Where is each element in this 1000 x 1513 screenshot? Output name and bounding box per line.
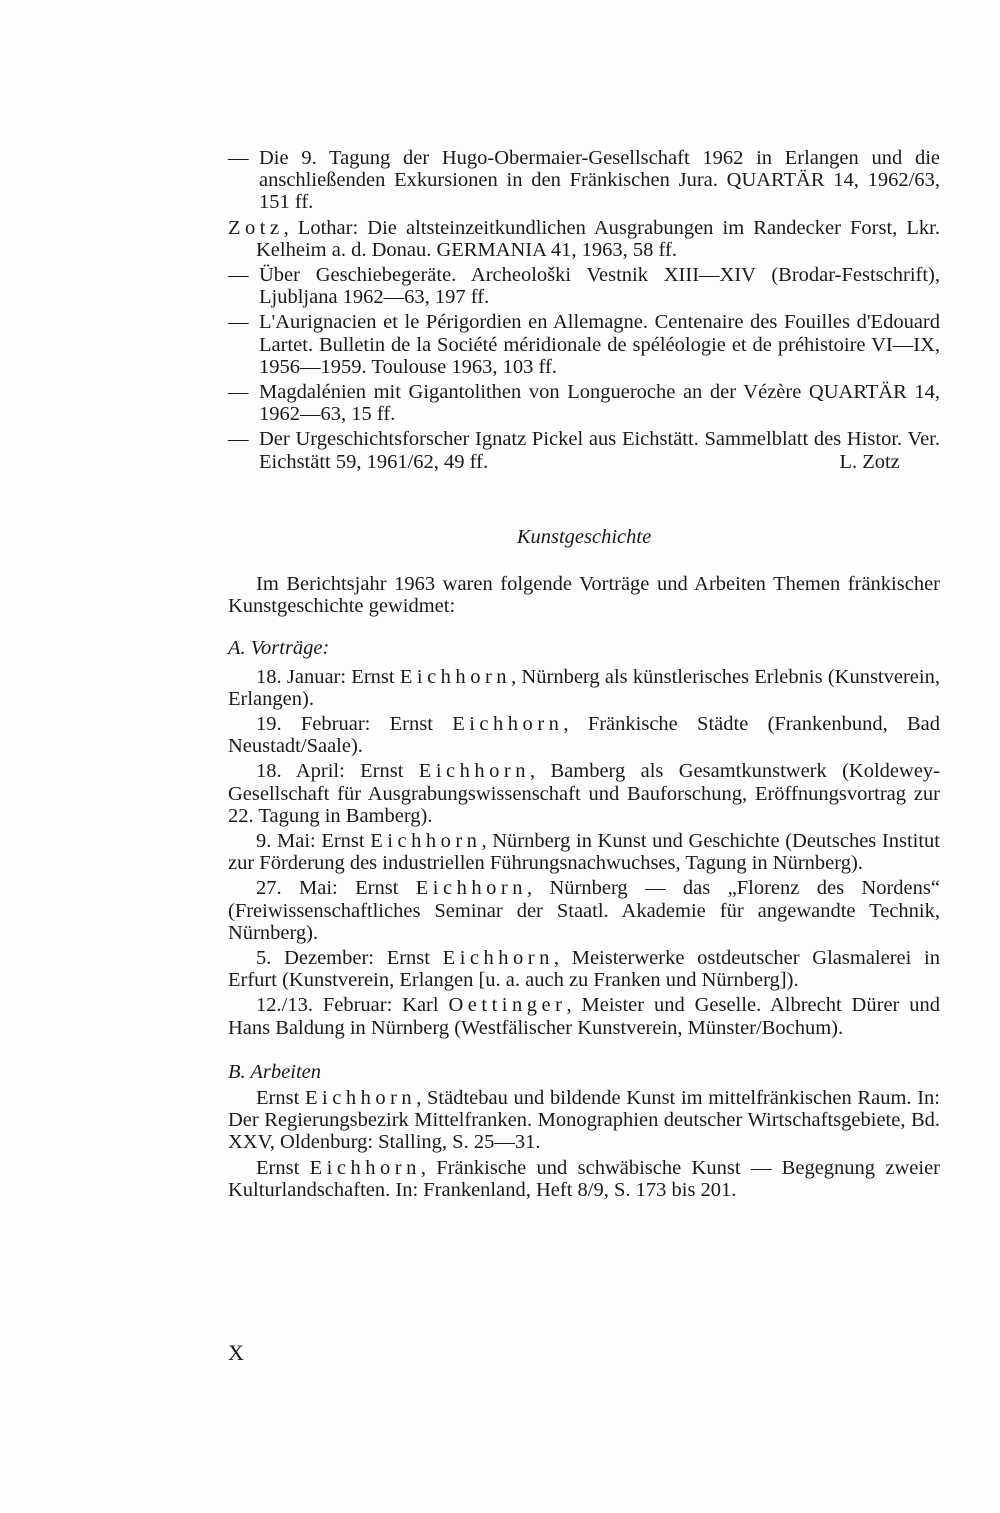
section-body <box>228 573 940 1204</box>
section-title: Kunstgeschichte <box>516 526 652 548</box>
intro-paragraph: Im Berichtsjahr 1963 waren folgende Vorträge und Arbeiten Themen fränkischer Kunstgeschichte gewidmet: <box>228 573 940 618</box>
person-name: Eichhorn <box>370 830 482 853</box>
lecture-entry: 5. Dezember: Ernst Eichhorn, Meisterwerke ostdeutscher Glasmalerei in Erfurt (Kunstverein, Erlangen [u. a. auch zu Franken und Nürnberg]). <box>228 947 940 992</box>
work-entry: Ernst Eichhorn, Fränkische und schwäbische Kunst — Begegnung zweier Kulturlandschaften. In: Frankenland, Heft 8/9, S. 173 bis 201. <box>228 1156 940 1201</box>
person-name: Eichhorn <box>399 665 512 688</box>
bibliography-entry: — Die 9. Tagung der Hugo-Obermaier-Gesellschaft 1962 in Erlangen und die anschließenden Exkursionen in den Fränkischen Jura. QUARTÄR 14, 1962/63, 151 ff. <box>228 147 940 214</box>
person-name: Eichhorn <box>304 1087 417 1110</box>
bibliography-list <box>228 147 940 476</box>
bibliography-entry-author: Zotz, Lothar: Die altsteinzeitkundlichen Ausgrabungen im Randecker Forst, Lkr. Kelheim a. d. Donau. GERMANIA 41, 1963, 58 ff. <box>228 216 940 261</box>
bibliography-entry: — L'Aurignacien et le Périgordien en Allemagne. Centenaire des Fouilles d'Edouard Lartet. Bulletin de la Société méridionale de spéléologie et de préhistoire VI—IX, 1956—1959. Toulouse 1963, 103 ff. <box>228 311 940 378</box>
lectures-heading: A. Vorträge: <box>228 637 330 660</box>
person-name: Eichhorn <box>309 1156 421 1179</box>
person-name: Eichhorn <box>415 877 527 900</box>
lecture-entry: 18. Januar: Ernst Eichhorn, Nürnberg als künstlerisches Erlebnis (Kunstverein, Erlangen). <box>228 665 940 710</box>
work-entry: Ernst Eichhorn, Städtebau und bildende Kunst im mittelfränkischen Raum. In: Der Regierungsbezirk Mittelfranken. Monographien deutscher Wirtschaftsgebiete, Bd. XXV, Oldenburg: Stalling, S. 25—31. <box>228 1087 940 1154</box>
lecture-entry: 18. April: Ernst Eichhorn, Bamberg als Gesamtkunstwerk (Koldewey-Gesellschaft für Ausgrabungswissenschaft und Bauforschung, Eröffnungsvortrag zur 22. Tagung in Bamberg). <box>228 760 940 827</box>
bibliography-entry: — Magdalénien mit Gigantolithen von Longueroche an der Vézère QUARTÄR 14, 1962—63, 15 ff. <box>228 381 940 426</box>
person-name: Eichhorn <box>452 713 564 736</box>
person-name: Eichhorn <box>442 947 554 970</box>
page-number: X <box>228 1340 244 1365</box>
works-heading: B. Arbeiten <box>228 1060 321 1083</box>
lecture-entry: 9. Mai: Ernst Eichhorn, Nürnberg in Kunst und Geschichte (Deutsches Institut zur Förderung des industriellen Führungsnachwuchses, Tagung in Nürnberg). <box>228 830 940 875</box>
person-name: Eichhorn <box>418 760 531 783</box>
lecture-entry: 19. Februar: Ernst Eichhorn, Fränkische Städte (Frankenbund, Bad Neustadt/Saale). <box>228 713 940 758</box>
bibliography-entry: — Über Geschiebegeräte. Archeološki Vestnik XIII—XIV (Brodar-Festschrift), Ljubljana 1962—63, 197 ff. <box>228 264 940 309</box>
lecture-entry: 27. Mai: Ernst Eichhorn, Nürnberg — das „Florenz des Nordens“ (Freiwissenschaftliches Seminar der Staatl. Akademie für angewandte Technik, Nürnberg). <box>228 877 940 944</box>
lecture-entry: 12./13. Februar: Karl Oettinger, Meister und Geselle. Albrecht Dürer und Hans Baldung in Nürnberg (Westfälischer Kunstverein, Münster/Bochum). <box>228 994 940 1039</box>
signature: L. Zotz <box>839 450 900 473</box>
person-name: Oettinger <box>448 994 567 1017</box>
bibliography-entry: — Der Urgeschichtsforscher Ignatz Pickel aus Eichstätt. Sammelblatt des Histor. Ver. Eichstätt 59, 1961/62, 49 ff. L. Zotz <box>228 428 940 473</box>
author-name: Zotz <box>228 216 284 239</box>
